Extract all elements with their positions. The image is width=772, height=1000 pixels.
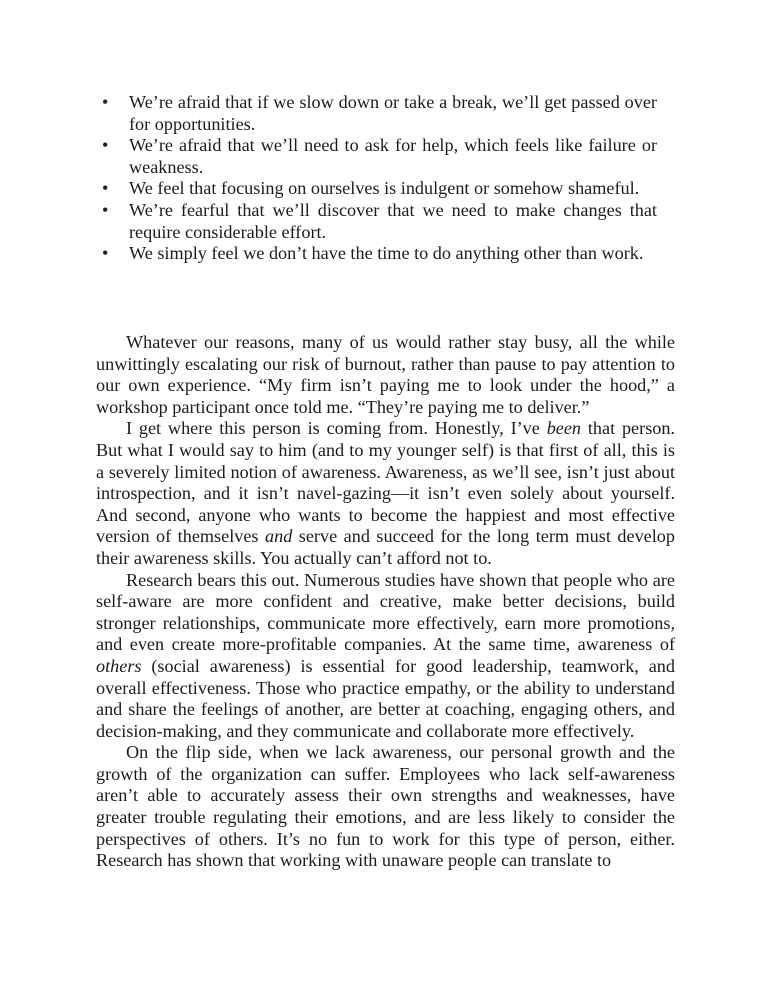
emphasis-and: and (265, 526, 293, 547)
list-item-text: We feel that focusing on ourselves is indulgent or somehow shameful. (129, 178, 640, 199)
paragraph-reasons (96, 332, 675, 418)
paragraph-flip-side (96, 742, 675, 872)
paragraph-text: serve and succeed for the long term must develop their awareness skills. You actually can’t afford not to. (96, 526, 675, 568)
paragraph-text: that person. But what I would say to him (and to my younger self) is that first of all, this is a severely limited notion of awareness. Awareness, as we’ll see, isn’t just about introspection, and it isn’t navel-gazing—it isn’t even solely about yourself. And second, anyone who wants to become the happiest and most effective version of themselves (96, 418, 676, 547)
paragraph-text: Whatever our reasons, many of us would rather stay busy, all the while unwittingly escalating our risk of burnout, rather than pause to pay attention to our own experience. “My firm isn’t paying me to look under the hood,” a workshop participant once told me. “They’re paying me to deliver.” (96, 332, 675, 417)
paragraph-text: (social awareness) is essential for good leadership, teamwork, and overall effectiveness. Those who practice empathy, or the ability to understand and share the feelings of another, are better at coaching, engaging others, and decision-making, and they communicate and collaborate more effectively. (96, 655, 675, 741)
bullet-icon: • (102, 243, 109, 264)
bullet-icon: • (102, 92, 109, 112)
body-text (96, 332, 675, 872)
paragraph-personal (96, 418, 675, 569)
bullet-icon: • (102, 199, 109, 220)
bullet-icon: • (102, 135, 109, 156)
paragraph-text: I get where this person is coming from. Honestly, I’ve (126, 418, 547, 439)
paragraph-text: Research bears this out. Numerous studies have shown that people who are self-aware are more confident and creative, make better decisions, build stronger relationships, communicate more effectively, earn more promotions, and even create more-profitable companies. At the same time, awareness of (96, 569, 675, 655)
bullet-icon: • (102, 178, 109, 199)
list-item-text: We’re afraid that if we slow down or take a break, we’ll get passed over for opportunities. (129, 92, 657, 134)
emphasis-been: been (546, 418, 582, 439)
list-item (96, 200, 657, 243)
emphasis-others: others (96, 655, 142, 676)
reasons-bullet-list (96, 92, 657, 265)
list-item (96, 178, 657, 200)
paragraph-text: On the flip side, when we lack awareness, our personal growth and the growth of the organization can suffer. Employees who lack self-awareness aren’t able to accurately assess their own strengths and weaknesses, have greater trouble regulating their emotions, and are less likely to consider the perspectives of others. It’s no fun to work for this type of person, either. Research has shown that working with unaware people can translate to (96, 742, 675, 871)
list-item (96, 135, 657, 178)
list-item (96, 92, 657, 135)
paragraph-research (96, 570, 675, 743)
list-item-text: We simply feel we don’t have the time to do anything other than work. (129, 243, 644, 264)
list-item (96, 243, 657, 265)
list-item-text: We’re fearful that we’ll discover that we need to make changes that require considerable effort. (129, 199, 657, 242)
list-item-text: We’re afraid that we’ll need to ask for help, which feels like failure or weakness. (129, 135, 657, 177)
